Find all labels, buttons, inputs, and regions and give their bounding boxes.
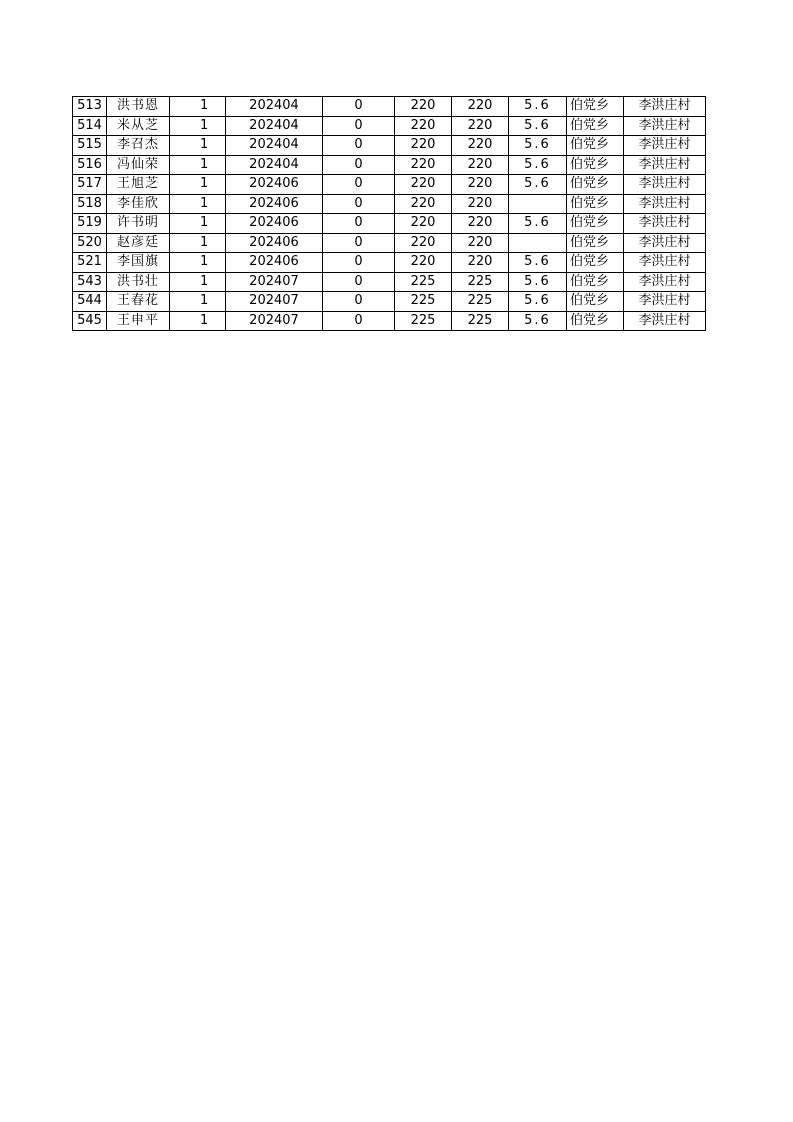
name-cell: 赵彦廷 xyxy=(107,233,170,253)
count-cell: 1 xyxy=(170,175,226,195)
name-cell: 王旭芝 xyxy=(107,175,170,195)
village-cell: 李洪庄村 xyxy=(624,175,706,195)
township-cell: 伯党乡 xyxy=(567,194,624,214)
village-cell: 李洪庄村 xyxy=(624,233,706,253)
record-id-cell: 520 xyxy=(73,233,107,253)
total-cell: 220 xyxy=(452,233,509,253)
zero-cell: 0 xyxy=(323,155,395,175)
table-row xyxy=(73,136,706,156)
township-cell: 伯党乡 xyxy=(567,175,624,195)
count-cell: 1 xyxy=(170,292,226,312)
total-cell: 220 xyxy=(452,194,509,214)
name-cell: 王春花 xyxy=(107,292,170,312)
record-id-cell: 519 xyxy=(73,214,107,234)
name-cell: 米从芝 xyxy=(107,116,170,136)
name-cell: 李国旗 xyxy=(107,253,170,273)
amount-cell: 220 xyxy=(395,136,452,156)
name-cell: 许书明 xyxy=(107,214,170,234)
count-cell: 1 xyxy=(170,233,226,253)
amount-cell: 220 xyxy=(395,175,452,195)
rate-cell: 5.6 xyxy=(509,136,567,156)
table-row xyxy=(73,311,706,331)
township-cell: 伯党乡 xyxy=(567,97,624,117)
amount-cell: 225 xyxy=(395,292,452,312)
record-id-cell: 517 xyxy=(73,175,107,195)
township-cell: 伯党乡 xyxy=(567,272,624,292)
rate-cell: 5.6 xyxy=(509,97,567,117)
month-cell: 202406 xyxy=(226,175,323,195)
record-id-cell: 518 xyxy=(73,194,107,214)
amount-cell: 220 xyxy=(395,97,452,117)
rate-cell: 5.6 xyxy=(509,214,567,234)
total-cell: 220 xyxy=(452,97,509,117)
month-cell: 202406 xyxy=(226,194,323,214)
name-cell: 洪书恩 xyxy=(107,97,170,117)
record-id-cell: 521 xyxy=(73,253,107,273)
month-cell: 202406 xyxy=(226,214,323,234)
zero-cell: 0 xyxy=(323,136,395,156)
month-cell: 202404 xyxy=(226,97,323,117)
table-row xyxy=(73,292,706,312)
zero-cell: 0 xyxy=(323,272,395,292)
month-cell: 202407 xyxy=(226,272,323,292)
rate-cell: 5.6 xyxy=(509,272,567,292)
total-cell: 220 xyxy=(452,116,509,136)
total-cell: 220 xyxy=(452,136,509,156)
total-cell: 225 xyxy=(452,272,509,292)
village-cell: 李洪庄村 xyxy=(624,311,706,331)
township-cell: 伯党乡 xyxy=(567,311,624,331)
township-cell: 伯党乡 xyxy=(567,233,624,253)
zero-cell: 0 xyxy=(323,194,395,214)
village-cell: 李洪庄村 xyxy=(624,272,706,292)
amount-cell: 225 xyxy=(395,311,452,331)
village-cell: 李洪庄村 xyxy=(624,253,706,273)
record-id-cell: 543 xyxy=(73,272,107,292)
count-cell: 1 xyxy=(170,272,226,292)
zero-cell: 0 xyxy=(323,311,395,331)
rate-cell: 5.6 xyxy=(509,175,567,195)
rate-cell: 5.6 xyxy=(509,292,567,312)
zero-cell: 0 xyxy=(323,233,395,253)
count-cell: 1 xyxy=(170,155,226,175)
table-row xyxy=(73,116,706,136)
amount-cell: 220 xyxy=(395,233,452,253)
zero-cell: 0 xyxy=(323,175,395,195)
amount-cell: 220 xyxy=(395,194,452,214)
township-cell: 伯党乡 xyxy=(567,292,624,312)
village-cell: 李洪庄村 xyxy=(624,136,706,156)
month-cell: 202406 xyxy=(226,253,323,273)
total-cell: 220 xyxy=(452,155,509,175)
table-row xyxy=(73,194,706,214)
month-cell: 202404 xyxy=(226,136,323,156)
township-cell: 伯党乡 xyxy=(567,155,624,175)
village-cell: 李洪庄村 xyxy=(624,194,706,214)
village-cell: 李洪庄村 xyxy=(624,155,706,175)
zero-cell: 0 xyxy=(323,116,395,136)
total-cell: 220 xyxy=(452,214,509,234)
total-cell: 225 xyxy=(452,311,509,331)
record-id-cell: 514 xyxy=(73,116,107,136)
month-cell: 202404 xyxy=(226,116,323,136)
total-cell: 220 xyxy=(452,175,509,195)
name-cell: 李召杰 xyxy=(107,136,170,156)
rate-cell: 5.6 xyxy=(509,253,567,273)
record-id-cell: 516 xyxy=(73,155,107,175)
count-cell: 1 xyxy=(170,253,226,273)
township-cell: 伯党乡 xyxy=(567,214,624,234)
village-cell: 李洪庄村 xyxy=(624,97,706,117)
table-row xyxy=(73,272,706,292)
rate-cell: 5.6 xyxy=(509,116,567,136)
count-cell: 1 xyxy=(170,116,226,136)
village-cell: 李洪庄村 xyxy=(624,116,706,136)
rate-cell: 5.6 xyxy=(509,311,567,331)
record-id-cell: 515 xyxy=(73,136,107,156)
name-cell: 王申平 xyxy=(107,311,170,331)
roster-table xyxy=(72,96,706,331)
rate-cell: 5.6 xyxy=(509,155,567,175)
table-row xyxy=(73,214,706,234)
township-cell: 伯党乡 xyxy=(567,253,624,273)
total-cell: 225 xyxy=(452,292,509,312)
table-row xyxy=(73,253,706,273)
amount-cell: 220 xyxy=(395,214,452,234)
amount-cell: 220 xyxy=(395,155,452,175)
zero-cell: 0 xyxy=(323,253,395,273)
zero-cell: 0 xyxy=(323,292,395,312)
total-cell: 220 xyxy=(452,253,509,273)
name-cell: 洪书壮 xyxy=(107,272,170,292)
month-cell: 202407 xyxy=(226,292,323,312)
month-cell: 202404 xyxy=(226,155,323,175)
record-id-cell: 544 xyxy=(73,292,107,312)
count-cell: 1 xyxy=(170,194,226,214)
rate-cell xyxy=(509,233,567,253)
month-cell: 202407 xyxy=(226,311,323,331)
count-cell: 1 xyxy=(170,214,226,234)
amount-cell: 220 xyxy=(395,116,452,136)
village-cell: 李洪庄村 xyxy=(624,214,706,234)
record-id-cell: 545 xyxy=(73,311,107,331)
table-row xyxy=(73,97,706,117)
count-cell: 1 xyxy=(170,311,226,331)
name-cell: 冯仙荣 xyxy=(107,155,170,175)
township-cell: 伯党乡 xyxy=(567,136,624,156)
table-row xyxy=(73,155,706,175)
village-cell: 李洪庄村 xyxy=(624,292,706,312)
amount-cell: 225 xyxy=(395,272,452,292)
month-cell: 202406 xyxy=(226,233,323,253)
amount-cell: 220 xyxy=(395,253,452,273)
record-id-cell: 513 xyxy=(73,97,107,117)
count-cell: 1 xyxy=(170,97,226,117)
name-cell: 李佳欣 xyxy=(107,194,170,214)
zero-cell: 0 xyxy=(323,214,395,234)
township-cell: 伯党乡 xyxy=(567,116,624,136)
zero-cell: 0 xyxy=(323,97,395,117)
rate-cell xyxy=(509,194,567,214)
count-cell: 1 xyxy=(170,136,226,156)
table-row xyxy=(73,175,706,195)
table-row xyxy=(73,233,706,253)
